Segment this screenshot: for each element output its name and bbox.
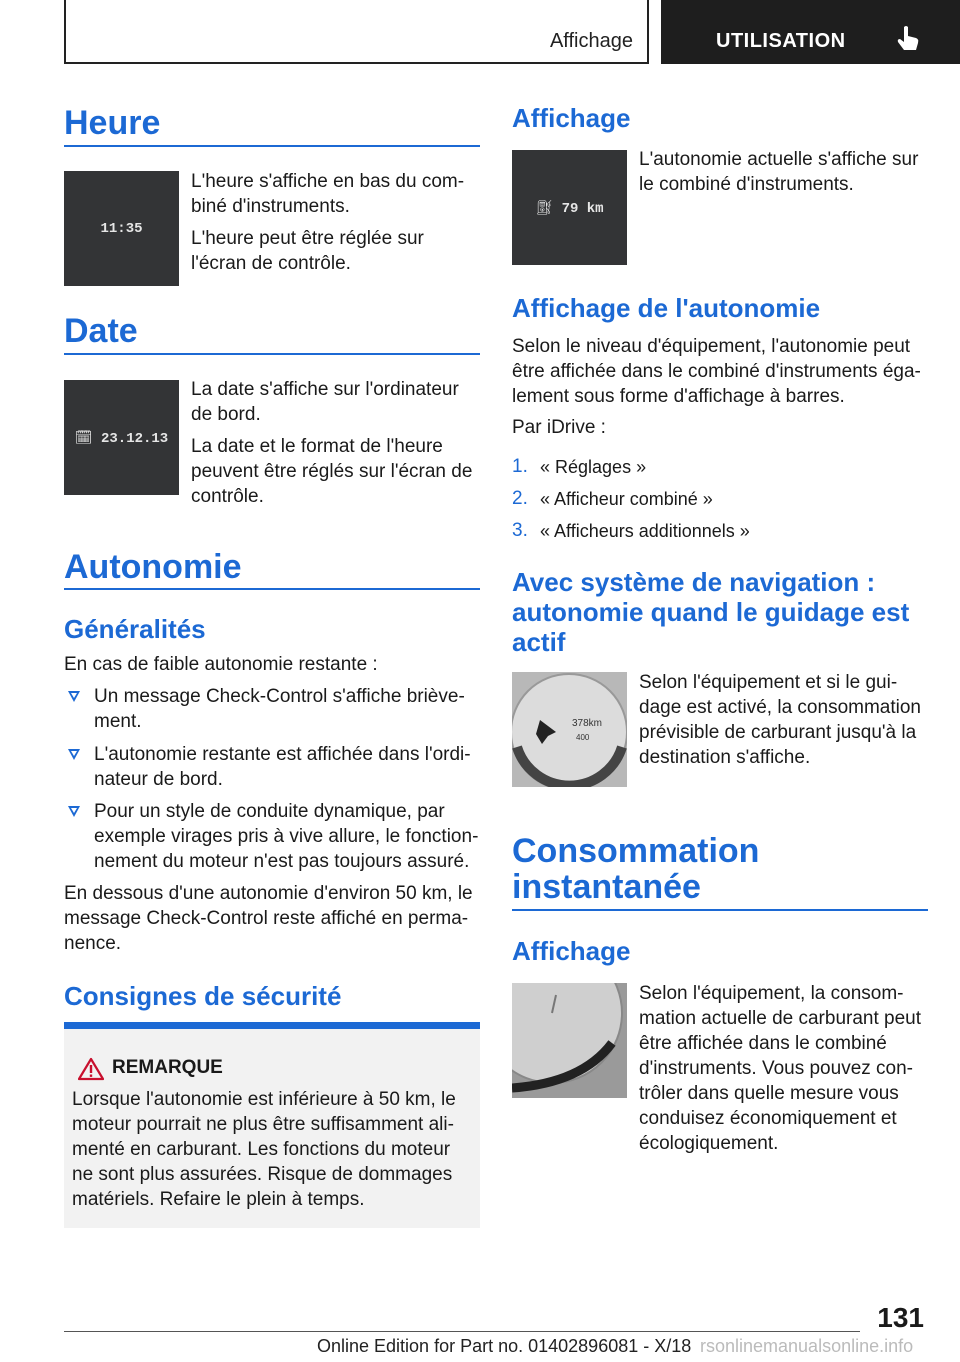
autonomie-after-paragraph: En dessous d'une autonomie d'environ 50 km, le message Check-Control reste affiché en perma- nence. — [64, 883, 473, 954]
header-subsection-box — [64, 0, 649, 64]
bullet-item: Pour un style de conduite dynamique, par exemple virages pris à vive allure, le fonction- nement du moteur n'est pas toujours assuré. — [94, 801, 479, 872]
section-title-consommation: Consommation instantanée — [512, 832, 760, 906]
autonomie-intro: En cas de faible autonomie restante : — [64, 654, 378, 675]
page-number: 131 — [877, 1302, 924, 1333]
section-title-autonomie: Autonomie — [64, 548, 242, 586]
calendar-icon: 🗓︎ — [74, 431, 101, 447]
section-rule — [64, 353, 480, 355]
date-display-image — [64, 380, 179, 495]
idrive-label: Par iDrive : — [512, 417, 606, 438]
step-text: « Réglages » — [540, 457, 647, 477]
note-title: REMARQUE — [112, 1057, 223, 1078]
section-title-affichage: Affichage — [512, 103, 631, 133]
navigation-paragraph: Selon l'équipement et si le gui- dage est activé, la consommation prévisible de carburant jusqu'à la destination s'affiche. — [639, 672, 921, 768]
warning-note-box — [64, 1022, 480, 1228]
clock-readout: 11:35 — [100, 221, 143, 237]
section-rule — [64, 588, 480, 590]
svg-text:400: 400 — [576, 733, 590, 742]
clock-display-image — [64, 171, 179, 286]
section-title-date: Date — [64, 312, 138, 350]
affichage-paragraph: L'autonomie actuelle s'affiche sur le combiné d'instruments. — [639, 149, 919, 195]
heure-paragraph-2: L'heure peut être réglée sur l'écran de contrôle. — [191, 228, 424, 274]
bullet-triangle-icon — [68, 691, 80, 702]
date-paragraph-2: La date et le format de l'heure peuvent être réglés sur l'écran de contrôle. — [191, 436, 473, 507]
footer-watermark: rsonlinemanualsonline.info — [700, 1336, 914, 1356]
section-rule — [512, 909, 928, 911]
note-text: Lorsque l'autonomie est inférieure à 50 km, le moteur pourrait ne plus être suffisamment ali- menté en carburant. Les fonctions du moteur ne sont plus assurées. Risque de dommages matériels. Refaire le plein à temps. — [72, 1089, 456, 1210]
step-number: 3. — [512, 520, 528, 541]
step-number: 2. — [512, 488, 528, 509]
header-chapter-box — [661, 0, 960, 64]
subsection-title-securite: Consignes de sécurité — [64, 981, 342, 1011]
section-title-heure: Heure — [64, 104, 161, 142]
header-chapter: UTILISATION — [716, 30, 846, 52]
range-display-image — [512, 150, 627, 265]
svg-text:378km: 378km — [572, 718, 603, 729]
fuel-pump-icon: ⛽︎ — [535, 201, 562, 217]
bullet-item: Un message Check-Control s'affiche briève- ment. — [94, 686, 465, 732]
navigation-gauge-image — [512, 672, 627, 787]
bullet-item: L'autonomie restante est affichée dans l'ordi- nateur de bord. — [94, 744, 471, 790]
range-readout — [512, 200, 627, 217]
step-text: « Afficheurs additionnels » — [540, 521, 750, 541]
subsection-title-generalites: Généralités — [64, 614, 206, 644]
header-subsection: Affichage — [549, 30, 633, 52]
step-number: 1. — [512, 456, 528, 477]
date-value: 23.12.13 — [100, 431, 169, 447]
pointing-hand-icon — [893, 24, 923, 54]
footer-edition: Online Edition for Part no. 01402896081 - X/18 — [317, 1336, 692, 1356]
bullet-triangle-icon — [68, 806, 80, 817]
subsection-title-consommation-affichage: Affichage — [512, 936, 631, 966]
consumption-gauge-image — [512, 983, 627, 1098]
range-value: 79 km — [561, 201, 604, 217]
footer-rule — [64, 1331, 860, 1332]
subsection-title-affichage-autonomie: Affichage de l'autonomie — [512, 293, 821, 323]
date-paragraph-1: La date s'affiche sur l'ordinateur de bord. — [191, 379, 459, 425]
heure-paragraph-1: L'heure s'affiche en bas du com- biné d'instruments. — [191, 171, 465, 217]
consommation-paragraph: Selon l'équipement, la consom- mation actuelle de carburant peut être affichée dans le combiné d'instruments. Vous pouvez con- trôler dans quelle mesure vous conduisez économiquement et écologiquement. — [639, 983, 922, 1154]
warning-triangle-icon — [78, 1057, 104, 1081]
subsection-title-navigation: Avec système de navigation : autonomie quand le guidage est actif — [512, 567, 910, 657]
section-rule — [64, 145, 480, 147]
date-readout — [64, 430, 179, 447]
affichage-autonomie-paragraph: Selon le niveau d'équipement, l'autonomie peut être affichée dans le combiné d'instruments éga- lement sous forme d'affichage à barres. — [512, 336, 921, 407]
bullet-triangle-icon — [68, 749, 80, 760]
step-text: « Afficheur combiné » — [540, 489, 713, 509]
